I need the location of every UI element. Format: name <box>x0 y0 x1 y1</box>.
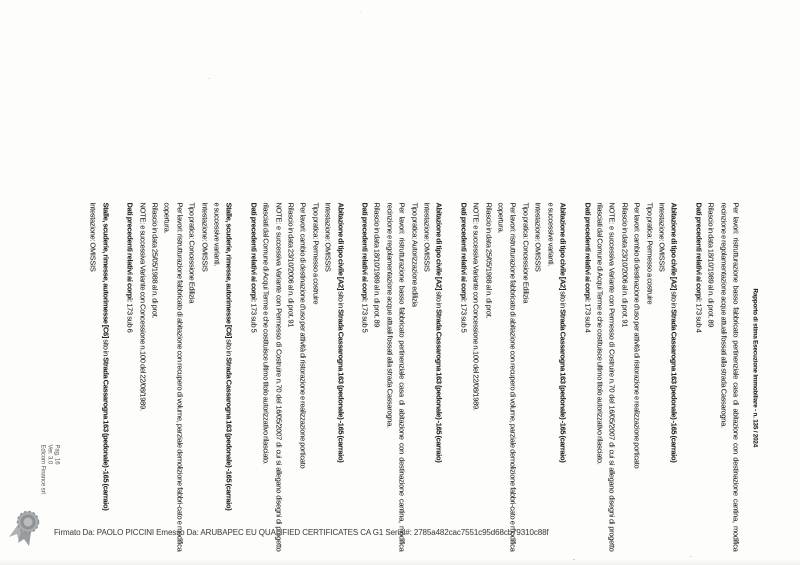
block-tipo-pratica: Tipo pratica: Permesso a costruire <box>310 202 320 304</box>
block-intestazione: Intestazione: OMISSIS <box>323 202 333 272</box>
block-note: NOTE: e successiva Variante con Concessione n.100 del 22/08/1989. <box>137 202 147 411</box>
block-rilascio: Rilascio in data 25/05/1988 al n. di prot. <box>149 202 159 318</box>
block-rilascio: Rilascio in data 23/10/2006 al n. di prot. 91 <box>619 202 629 327</box>
dati-value: 173 sub 5 <box>248 302 258 333</box>
page-footer <box>38 444 59 493</box>
block-intestazione: Intestazione: OMISSIS <box>88 202 98 272</box>
block-tipo-pratica: Tipo pratica: Permesso a costruire <box>644 202 654 304</box>
practice-block-6 <box>86 202 111 551</box>
dati-label: Dati precedenti relativi ai corpi: <box>582 202 592 302</box>
block-connector: sito in <box>558 290 568 308</box>
practice-block-4 <box>246 202 345 551</box>
block-connector: sito in <box>669 290 679 308</box>
signature-line: Firmato Da: PAOLO PICCINI Emesso Da: ARUBAPEC EU QUALIFIED CERTIFICATES CA G1 Serial#: 2785a482cac7551c95d68cb79310c88f <box>54 527 549 537</box>
dati-value: 173 sub 5 <box>458 302 468 333</box>
block-rilascio: Rilascio in data 23/10/2006 al n. di prot. 91 <box>286 202 295 327</box>
practice-block-2 <box>456 202 568 551</box>
footer-version: Ver. 3.0 <box>46 444 52 464</box>
block-address: Strada Cassarogna 163 (pedonale) -165 (carraio) <box>100 356 110 510</box>
block-category: Abitazione di tipo civile [A2] <box>335 202 345 290</box>
block-connector: sito in <box>224 338 234 356</box>
intro-paragraph <box>691 202 741 551</box>
footer-page-number: Pag. 16 <box>53 444 59 464</box>
block-subheading: e successive varianti. <box>211 202 221 266</box>
block-note: NOTE: e successiva Variante con Permesso di Costruire n.70 del 16/05/2007 di cui si allegano disegni di progetto rilasciati dal Comune di Acqui Terme e che costituisce ultimo titolo autorizzativo rilasciato. <box>594 202 617 551</box>
block-connector: sito in <box>335 290 345 308</box>
block-tipo-pratica: Tipo pratica: Concessione Edilizia <box>187 202 197 303</box>
block-intestazione: Intestazione: OMISSIS <box>422 202 432 272</box>
block-heading <box>222 202 234 551</box>
practice-block-3 <box>358 202 445 551</box>
block-address: Strada Cassarogna 163 (pedonale) -165 (carraio) <box>434 308 444 462</box>
dati-value: 173 sub 4 <box>582 302 592 333</box>
block-heading <box>667 202 679 551</box>
block-category: Abitazione di tipo civile [A2] <box>558 202 568 290</box>
dati-label: Dati precedenti relativi ai corpi: <box>360 202 370 302</box>
block-per-lavori: Per lavori: cambio di destinazione d'uso per attività di ristorazione e realizzazione porticato <box>632 202 642 468</box>
dati-value: 173 sub 6 <box>125 302 135 333</box>
block-per-lavori: Per lavori: cambio di destinazione d'uso per attività di ristorazione e realizzazione porticato <box>298 202 308 468</box>
block-per-lavori: Per lavori: ristrutturazione basso fabbricato pertinenziale casa di abitazione con destinazione cantina, modifica recinzione e regolamentazione acque attuali fossati alla strada Cassarogna. <box>384 202 407 551</box>
dati-label: Dati precedenti relativi ai corpi: <box>458 202 468 302</box>
dati-label: Dati precedenti relativi ai corpi: <box>248 202 258 302</box>
block-dati-precedenti <box>456 202 468 551</box>
report-header: Rapporto di stima Esecuzione Immobiliare - n. 135 / 2024 <box>751 288 758 447</box>
digital-signature-bar <box>8 510 549 554</box>
block-heading <box>333 202 345 551</box>
block-subheading: e successive varianti. <box>545 202 555 266</box>
block-tipo-pratica: Tipo pratica: Concessione Edilizia <box>520 202 530 303</box>
intro-rilascio: Rilascio in data 18/10/1989 al n. di prot. 89 <box>706 202 716 327</box>
block-per-lavori: Per lavori: ristrutturazione fabbricato di abitazione con recupero di volume, parziale demolizione fabbri-cato e modifica copertura. <box>162 202 184 551</box>
block-intestazione: Intestazione: OMISSIS <box>656 202 666 272</box>
block-heading <box>98 202 110 551</box>
report-body <box>74 202 741 551</box>
dati-value: 173 sub 5 <box>360 302 370 333</box>
block-tipo-pratica: Tipo pratica: Autorizzazione edilizia <box>409 202 419 307</box>
block-dati-precedenti <box>358 202 370 551</box>
block-address: Strada Cassarogna 163 (pedonale) -165 (carraio) <box>558 308 568 462</box>
practice-block-5 <box>123 202 235 551</box>
block-dati-precedenti <box>580 202 592 551</box>
block-address: Strada Cassarogna 163 (pedonale) -165 (carraio) <box>224 356 234 510</box>
block-note: NOTE: e successiva Variante con Permesso di Costruire n.70 del 16/05/2007 di cui si allegano disegni di progetto rilasciati dal Comune di Acqui Terme e che costituisce ultimo titolo autorizzativo rilasciato. <box>261 202 283 551</box>
footer-publisher: Edicom Finance srl <box>39 444 45 494</box>
block-category: Abitazione di tipo civile [A2] <box>669 202 679 290</box>
block-dati-precedenti <box>246 202 258 551</box>
block-category: Stalle, scuderie, rimesse, autorimesse [C6] <box>100 202 110 338</box>
block-address: Strada Cassarogna 163 (pedonale) -165 (carraio) <box>335 308 345 462</box>
practice-block-1 <box>580 202 679 551</box>
block-per-lavori: Per lavori: ristrutturazione fabbricato di abitazione con recupero di volume, parziale demolizione fabbri-cato e modifica copertura. <box>496 202 518 551</box>
block-intestazione: Intestazione: OMISSIS <box>199 202 209 272</box>
intro-per-lavori: Per lavori: ristrutturazione basso fabbricato pertinenziale casa di abitazione con destinazione cantina, modifica recinzione e regolamentazione acque attuali fossati alla strada Cassarogna. <box>718 202 740 551</box>
block-address: Strada Cassarogna 163 (pedonale) -165 (carraio) <box>669 308 679 462</box>
block-note: NOTE: e successiva Variante con Concessione n.100 del 22/08/1989. <box>471 202 481 411</box>
dati-label: Dati precedenti relativi ai corpi: <box>125 202 135 302</box>
block-category: Abitazione di tipo civile [A2] <box>434 202 444 290</box>
seal-icon <box>8 510 42 555</box>
block-dati-precedenti <box>123 202 135 551</box>
block-intestazione: Intestazione: OMISSIS <box>533 202 543 272</box>
block-connector: sito in <box>100 338 110 356</box>
intro-dati-precedenti <box>691 202 703 551</box>
block-heading <box>556 202 568 551</box>
dati-value: 173 sub 4 <box>693 302 703 333</box>
dati-label: Dati precedenti relativi ai corpi: <box>693 202 703 302</box>
block-heading <box>432 202 444 551</box>
block-rilascio: Rilascio in data 25/05/1988 al n. di prot. <box>483 202 493 318</box>
block-connector: sito in <box>434 290 444 308</box>
block-rilascio: Rilascio in data 18/10/1989 al n. di prot. 89 <box>372 202 382 327</box>
block-category: Stalle, scuderie, rimesse, autorimesse [C6] <box>224 202 234 338</box>
